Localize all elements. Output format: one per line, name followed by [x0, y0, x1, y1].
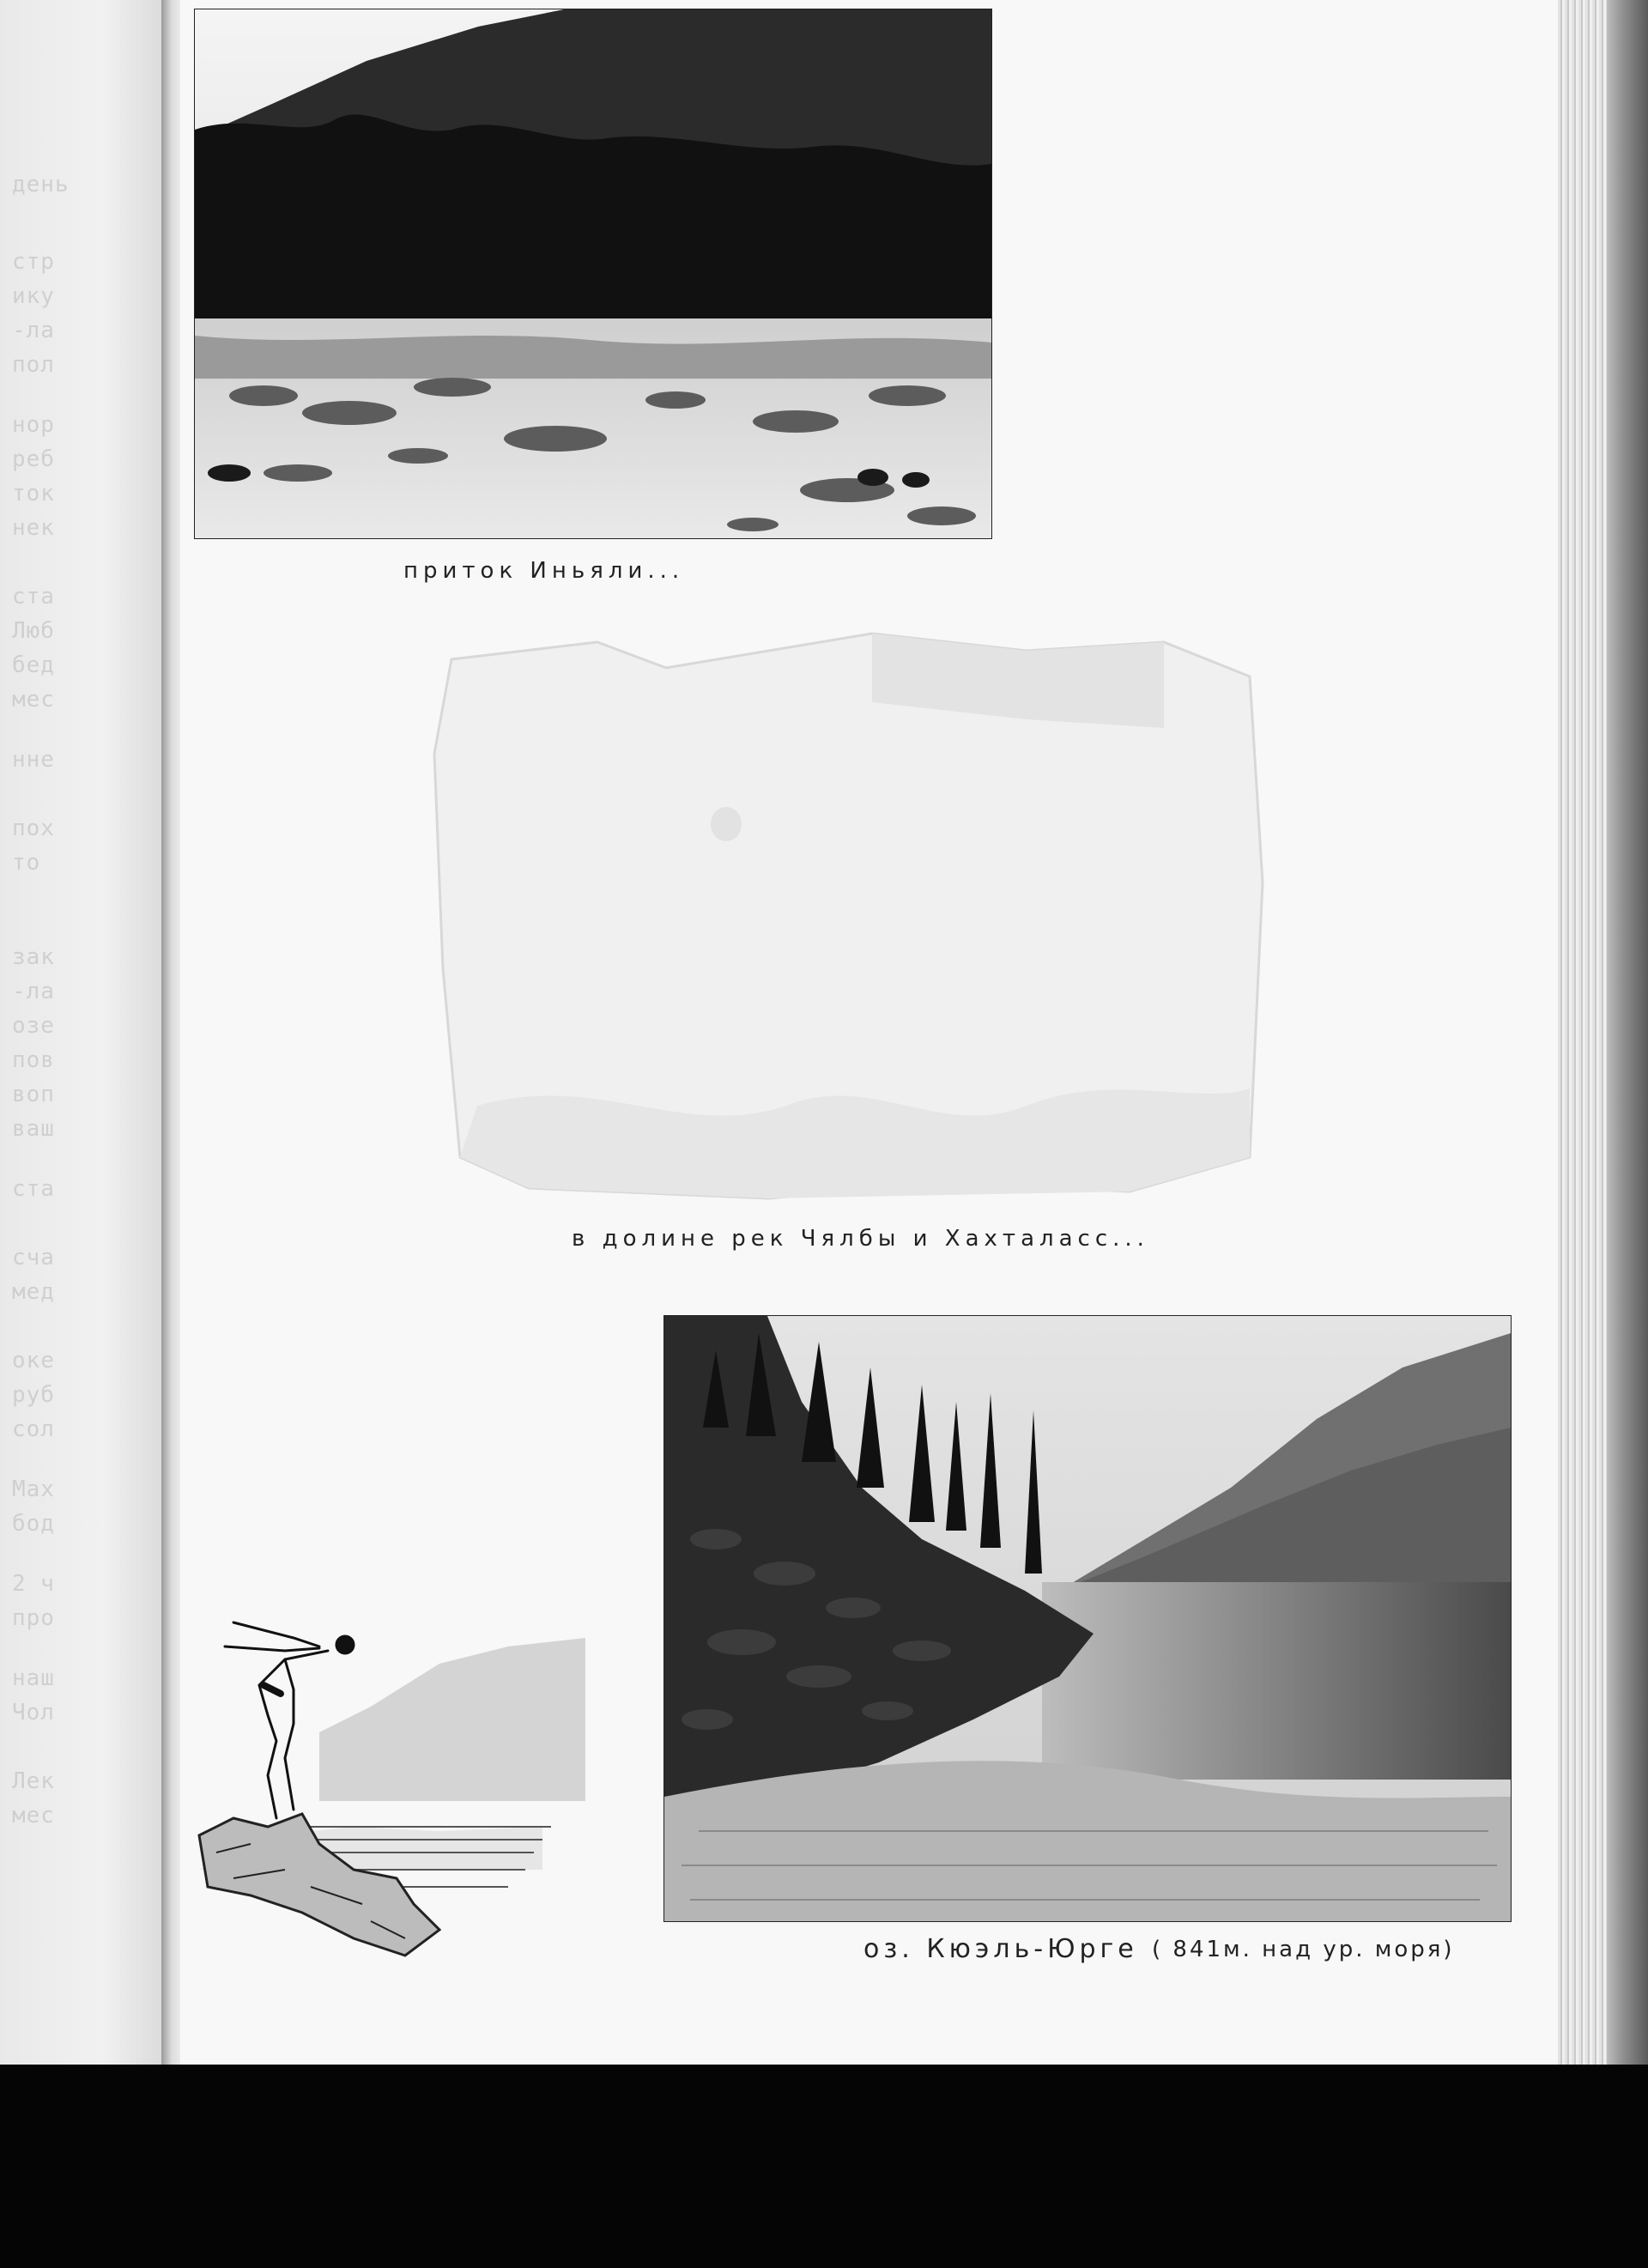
ghost-text: ток [12, 481, 55, 506]
ghost-text: Люб [12, 618, 55, 644]
ghost-text: зак [12, 944, 55, 970]
ghost-text: нне [12, 747, 55, 773]
ghost-text: день [12, 172, 70, 197]
ghost-text: мес [12, 1803, 55, 1828]
ghost-text: Мах [12, 1477, 55, 1502]
ghost-text: ста [12, 584, 55, 609]
caption-river-rapids: приток Иньяли... [403, 558, 685, 584]
photo-removed [426, 625, 1275, 1205]
diver-drawing [182, 1612, 594, 1973]
ghost-text: Лек [12, 1768, 55, 1794]
ghost-text: то [12, 850, 41, 876]
photo-river-rapids [194, 9, 992, 539]
ghost-text: мес [12, 687, 55, 713]
ghost-text: ваш [12, 1116, 55, 1142]
ghost-text: воп [12, 1082, 55, 1107]
diver-sketch [182, 1612, 594, 1973]
ghost-text: 2 ч [12, 1571, 55, 1597]
left-page [0, 0, 172, 2065]
ghost-text: руб [12, 1382, 55, 1408]
ghost-text: сол [12, 1416, 55, 1442]
caption-removed-photo: в долине рек Чялбы и Хахталасс... [572, 1226, 1149, 1252]
ghost-text: нек [12, 515, 55, 541]
scan-background [0, 2065, 1648, 2268]
photo-river-rapids-image [195, 9, 991, 538]
ghost-text: реб [12, 446, 55, 472]
caption-lake-name: оз. Кюэль-Юрге [863, 1934, 1138, 1964]
ghost-text: бод [12, 1511, 55, 1537]
ghost-text: пол [12, 352, 55, 378]
ghost-text: сча [12, 1245, 55, 1270]
ghost-text: стр [12, 249, 55, 275]
ghost-text: Чол [12, 1700, 55, 1725]
ghost-text: мед [12, 1279, 55, 1305]
page-edge-shadow [1607, 0, 1648, 2095]
ghost-text: пох [12, 816, 55, 841]
ghost-text: про [12, 1605, 55, 1631]
caption-lake-altitude: ( 841м. над ур. моря) [1152, 1937, 1455, 1962]
photo-lake [663, 1315, 1512, 1922]
ghost-text: ику [12, 283, 55, 309]
page-edges [1558, 0, 1609, 2077]
ghost-text: нор [12, 412, 55, 438]
ghost-text: -ла [12, 979, 55, 1004]
ghost-text: -ла [12, 318, 55, 343]
ghost-text: пов [12, 1047, 55, 1073]
ghost-text: бед [12, 652, 55, 678]
ghost-text: оке [12, 1348, 55, 1374]
ghost-text: наш [12, 1665, 55, 1691]
ghost-text: озе [12, 1013, 55, 1039]
torn-paper-remnant [426, 625, 1275, 1205]
ghost-text: ста [12, 1176, 55, 1202]
photo-lake-image [664, 1316, 1511, 1921]
